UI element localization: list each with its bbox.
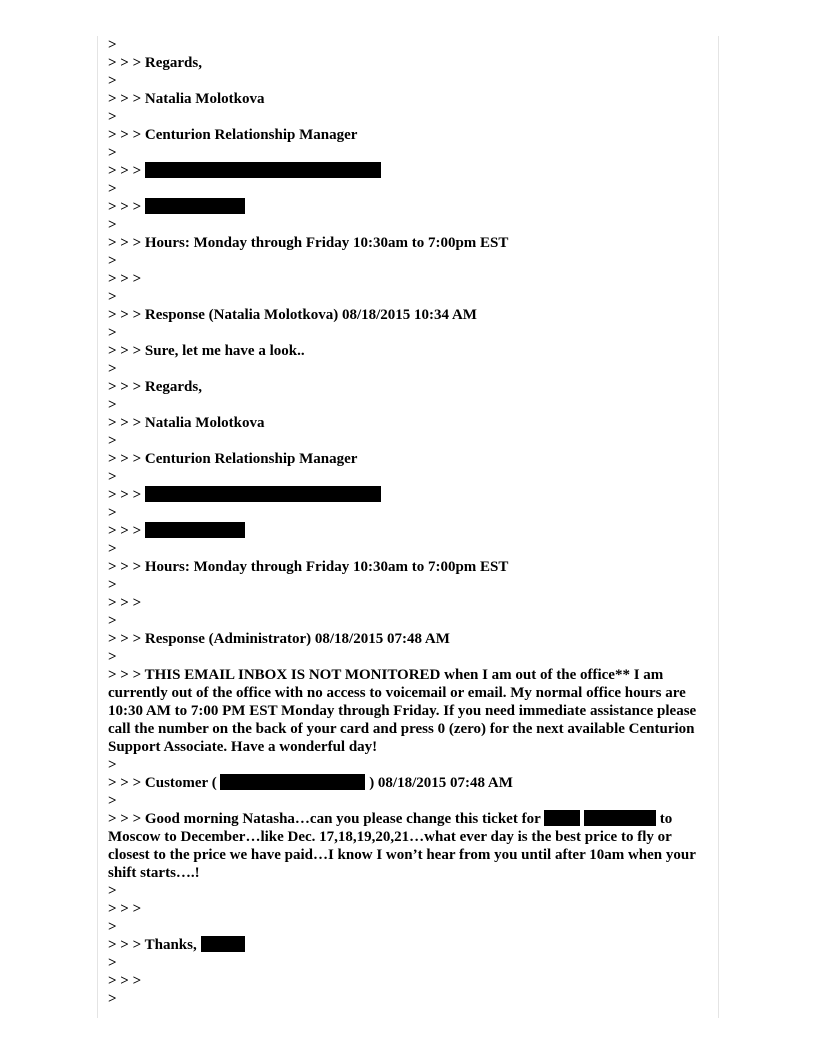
quote-line: > — [108, 181, 117, 197]
quote-line: > — [108, 73, 117, 89]
signature-redacted-line — [108, 198, 706, 216]
quote-line: > — [108, 991, 117, 1007]
quote-line: > — [108, 397, 117, 413]
quote-line: > — [108, 469, 117, 485]
customer-header-prefix: > > > Customer ( — [108, 775, 217, 791]
customer-header-timestamp: ) 08/18/2015 07:48 AM — [369, 775, 513, 791]
quote-line: > > > — [108, 271, 142, 287]
hours-line: > > > Hours: Monday through Friday 10:30am to 7:00pm EST — [108, 559, 509, 575]
quote-prefix: > > > — [108, 163, 142, 179]
hours-line: > > > Hours: Monday through Friday 10:30am to 7:00pm EST — [108, 235, 509, 251]
quote-line: > — [108, 577, 117, 593]
quote-line: > > > — [108, 595, 142, 611]
quote-line: > — [108, 433, 117, 449]
quote-line: > — [108, 145, 117, 161]
quote-line: > — [108, 217, 117, 233]
quote-line: > — [108, 37, 117, 53]
auto-reply-paragraph: > > > THIS EMAIL INBOX IS NOT MONITORED when I am out of the office** I am currently out of the office with no access to voicemail or email. My normal office hours are 10:30 AM to 7:00 PM EST Monday through Friday. If you need immediate assistance please call the number on the back of your card and press 0 (zero) for the next available Centurion Support Associate. Have a wonderful day! — [108, 667, 697, 755]
redaction-block — [145, 522, 245, 538]
quote-line: > — [108, 757, 117, 773]
redaction-block — [584, 810, 656, 826]
quote-prefix: > > > — [108, 199, 142, 215]
signature-title: > > > Centurion Relationship Manager — [108, 127, 358, 143]
email-thread-body — [108, 36, 706, 1008]
quote-prefix: > > > — [108, 523, 142, 539]
quote-line: > — [108, 325, 117, 341]
customer-header — [108, 774, 706, 792]
regards-line: > > > Regards, — [108, 379, 202, 395]
redaction-block — [145, 486, 381, 502]
quote-line: > — [108, 649, 117, 665]
signature-title: > > > Centurion Relationship Manager — [108, 451, 358, 467]
customer-message-rest: to Moscow to December…like Dec. 17,18,19,20,21…what ever day is the best price to fly or closest to the price we have paid…I know I won’t hear from you until after 10am when your shift starts….! — [108, 811, 696, 881]
signature-redacted-line — [108, 522, 706, 540]
response-header: > > > Response (Natalia Molotkova) 08/18/2015 10:34 AM — [108, 307, 477, 323]
message-line: > > > Sure, let me have a look.. — [108, 343, 305, 359]
quote-line: > — [108, 613, 117, 629]
quote-line: > > > — [108, 901, 142, 917]
redaction-block — [145, 162, 381, 178]
quote-line: > — [108, 289, 117, 305]
quote-line: > — [108, 109, 117, 125]
quote-prefix: > > > — [108, 487, 142, 503]
redaction-block — [220, 774, 365, 790]
quote-line: > — [108, 883, 117, 899]
quote-line: > — [108, 505, 117, 521]
regards-line: > > > Regards, — [108, 55, 202, 71]
quote-line: > > > — [108, 973, 142, 989]
response-header: > > > Response (Administrator) 08/18/2015 07:48 AM — [108, 631, 450, 647]
redaction-block — [145, 198, 245, 214]
signature-redacted-line — [108, 486, 706, 504]
quote-line: > — [108, 793, 117, 809]
redaction-block — [201, 936, 245, 952]
thanks-line — [108, 936, 706, 954]
quote-line: > — [108, 541, 117, 557]
signature-name: > > > Natalia Molotkova — [108, 415, 265, 431]
thanks-text: > > > Thanks, — [108, 937, 197, 953]
signature-redacted-line — [108, 162, 706, 180]
signature-name: > > > Natalia Molotkova — [108, 91, 265, 107]
quote-line: > — [108, 361, 117, 377]
quote-line: > — [108, 955, 117, 971]
quote-line: > — [108, 253, 117, 269]
redaction-block — [544, 810, 580, 826]
customer-message-start: > > > Good morning Natasha…can you please change this ticket for — [108, 811, 541, 827]
quote-line: > — [108, 919, 117, 935]
customer-message-paragraph — [108, 810, 706, 882]
